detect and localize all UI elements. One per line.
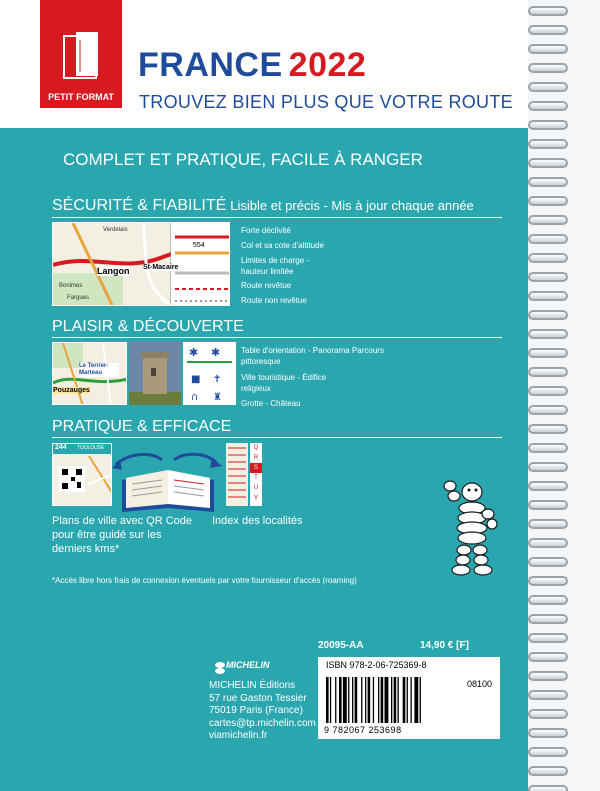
index-letter-tabs bbox=[250, 443, 262, 506]
map-book-icon bbox=[62, 32, 100, 80]
svg-text:∩: ∩ bbox=[191, 392, 199, 403]
index-list-lines bbox=[226, 443, 248, 506]
section-divider bbox=[52, 217, 502, 218]
section-securite-heading bbox=[52, 197, 474, 215]
tourism-symbols bbox=[183, 342, 236, 405]
map-label-langon: Langon bbox=[97, 266, 130, 276]
address-line: MICHELIN Éditions bbox=[209, 680, 296, 691]
spiral-coil bbox=[528, 291, 568, 301]
spiral-coil bbox=[528, 139, 568, 149]
castle-tower-picture bbox=[129, 342, 181, 405]
spiral-coil bbox=[528, 690, 568, 700]
map-label-toulouse: TOULOUSE bbox=[77, 445, 105, 451]
open-index-book-picture bbox=[112, 450, 224, 518]
spiral-coil bbox=[528, 766, 568, 776]
legend-route-non-revetue: Route non revêtue bbox=[241, 296, 307, 305]
address-line: 75019 Paris (France) bbox=[209, 705, 303, 716]
securite-map-excerpt bbox=[52, 222, 230, 306]
chateau-photo bbox=[129, 342, 181, 405]
legend-limites-charge: Limites de charge - hauteur limitée bbox=[241, 256, 310, 276]
city-plan-excerpt bbox=[52, 443, 112, 506]
legend-ville-touristique: Ville touristique - Édifice religieux bbox=[241, 373, 327, 393]
spiral-binding bbox=[528, 0, 600, 791]
spiral-coil bbox=[528, 576, 568, 586]
section-pratique-title: PRATIQUE & EFFICACE bbox=[52, 418, 232, 435]
bibendum-mascot-icon bbox=[440, 478, 500, 576]
title-year: 2022 bbox=[288, 46, 367, 84]
map-label-verdelais: Verdelais bbox=[103, 227, 128, 233]
spiral-coil bbox=[528, 709, 568, 719]
section-divider bbox=[52, 437, 502, 438]
spiral-coil bbox=[528, 44, 568, 54]
spiral-coil bbox=[528, 253, 568, 263]
spiral-coil bbox=[528, 367, 568, 377]
plaisir-symbols-box bbox=[183, 342, 236, 405]
spiral-coil bbox=[528, 405, 568, 415]
barcode-panel bbox=[318, 657, 500, 739]
michelin-brand: MICHELIN bbox=[226, 660, 270, 670]
legend-orientation-panorama: Table d'orientation - Panorama Parcours pittoresque bbox=[241, 346, 384, 366]
spiral-coil bbox=[528, 272, 568, 282]
spiral-coil bbox=[528, 785, 568, 791]
plaisir-map-excerpt bbox=[52, 342, 127, 405]
spiral-coil bbox=[528, 329, 568, 339]
address-line: 57 rue Gaston Tessier bbox=[209, 692, 307, 704]
spiral-coil bbox=[528, 557, 568, 567]
spiral-coil bbox=[528, 538, 568, 548]
tagline: COMPLET ET PRATIQUE, FACILE À RANGER bbox=[63, 150, 423, 169]
publisher-address bbox=[209, 680, 316, 743]
map-label-fargues: Fargues bbox=[67, 295, 90, 301]
spiral-coil bbox=[528, 6, 568, 16]
section-divider bbox=[52, 337, 502, 338]
index-letter: Q bbox=[253, 445, 259, 451]
index-letter: S bbox=[250, 463, 262, 473]
legend-grotte-chateau: Grotte - Château bbox=[241, 399, 301, 408]
spiral-coil bbox=[528, 747, 568, 757]
barcode-supplement: 08100 bbox=[466, 679, 492, 689]
svg-text:✱: ✱ bbox=[211, 346, 221, 359]
spiral-coil bbox=[528, 481, 568, 491]
spiral-coil bbox=[528, 671, 568, 681]
spiral-coil bbox=[528, 424, 568, 434]
index-letter: V bbox=[253, 495, 258, 501]
index-letter: U bbox=[253, 485, 259, 491]
legend-route-revetue: Route revêtue bbox=[241, 281, 292, 290]
price: 14,90 € [F] bbox=[420, 640, 469, 651]
road-map-illustration bbox=[53, 223, 230, 306]
spiral-coil bbox=[528, 215, 568, 225]
legend-col-altitude: Col et sa cote d'altitude bbox=[241, 241, 324, 250]
section-plaisir-title: PLAISIR & DÉCOUVERTE bbox=[52, 318, 244, 335]
svg-text:✱: ✱ bbox=[189, 346, 199, 359]
city-plan-qr-illustration bbox=[53, 444, 112, 506]
isbn-text: ISBN 978-2-06-725369-8 bbox=[326, 660, 427, 670]
map-label-bonimes: Bonimes bbox=[59, 283, 83, 289]
spiral-coil bbox=[528, 443, 568, 453]
map-label-pouzauges: Pouzauges bbox=[53, 387, 90, 394]
spiral-coil bbox=[528, 196, 568, 206]
footnote: *Accès libre hors frais de connexion éventuels par votre fournisseur d'accès (roaming) bbox=[52, 576, 357, 585]
spiral-coil bbox=[528, 82, 568, 92]
map-label-altitude: 554 bbox=[193, 242, 205, 249]
address-line: cartes@tp.michelin.com bbox=[209, 717, 316, 729]
spiral-coil bbox=[528, 177, 568, 187]
badge-label: PETIT FORMAT bbox=[48, 92, 114, 102]
spiral-coil bbox=[528, 500, 568, 510]
spiral-coil bbox=[528, 519, 568, 529]
caption-city-plans: Plans de ville avec QR Code pour être guidé sur les derniers kms* bbox=[52, 515, 193, 555]
spiral-coil bbox=[528, 101, 568, 111]
page-subtitle: TROUVEZ BIEN PLUS QUE VOTRE ROUTE bbox=[139, 92, 513, 112]
section-pratique-heading bbox=[52, 418, 231, 436]
spiral-coil bbox=[528, 310, 568, 320]
index-letter: T bbox=[254, 475, 258, 481]
section-plaisir-heading bbox=[52, 318, 244, 336]
spiral-coil bbox=[528, 652, 568, 662]
address-line: viamichelin.fr bbox=[209, 730, 268, 741]
title-country: FRANCE bbox=[138, 46, 283, 84]
spiral-coil bbox=[528, 728, 568, 738]
spiral-coil bbox=[528, 614, 568, 624]
map-label-st-macaire: St-Macaire bbox=[143, 264, 179, 271]
page-title bbox=[138, 46, 366, 85]
spiral-coil bbox=[528, 120, 568, 130]
index-list-excerpt bbox=[226, 443, 248, 506]
spiral-coil bbox=[528, 63, 568, 73]
spiral-coil bbox=[528, 234, 568, 244]
section-securite-title: SÉCURITÉ & FIABILITÉ bbox=[52, 197, 227, 214]
map-label-page-number: 244 bbox=[55, 444, 67, 451]
barcode-digits: 9 782067 253698 bbox=[324, 725, 402, 735]
spiral-coil bbox=[528, 386, 568, 396]
spiral-coil bbox=[528, 348, 568, 358]
petit-format-badge bbox=[40, 0, 122, 108]
legend-forte-declivite: Forte déclivité bbox=[241, 226, 291, 235]
svg-text:✝: ✝ bbox=[213, 374, 222, 385]
spiral-coil bbox=[528, 462, 568, 472]
spiral-coil bbox=[528, 158, 568, 168]
barcode-graphic bbox=[326, 677, 458, 723]
index-letter: R bbox=[253, 455, 259, 461]
spiral-coil bbox=[528, 633, 568, 643]
product-code: 20095-AA bbox=[318, 640, 364, 651]
section-securite-subtitle: Lisible et précis - Mis à jour chaque année bbox=[230, 198, 474, 213]
svg-text:♜: ♜ bbox=[213, 392, 222, 403]
svg-text:■: ■ bbox=[191, 374, 201, 385]
spiral-coil bbox=[528, 595, 568, 605]
caption-index: Index des localités bbox=[212, 515, 303, 527]
header-band bbox=[0, 0, 528, 128]
map-label-terrier-marteau: Le Terrier-Marteau bbox=[79, 363, 119, 377]
spiral-coil bbox=[528, 25, 568, 35]
